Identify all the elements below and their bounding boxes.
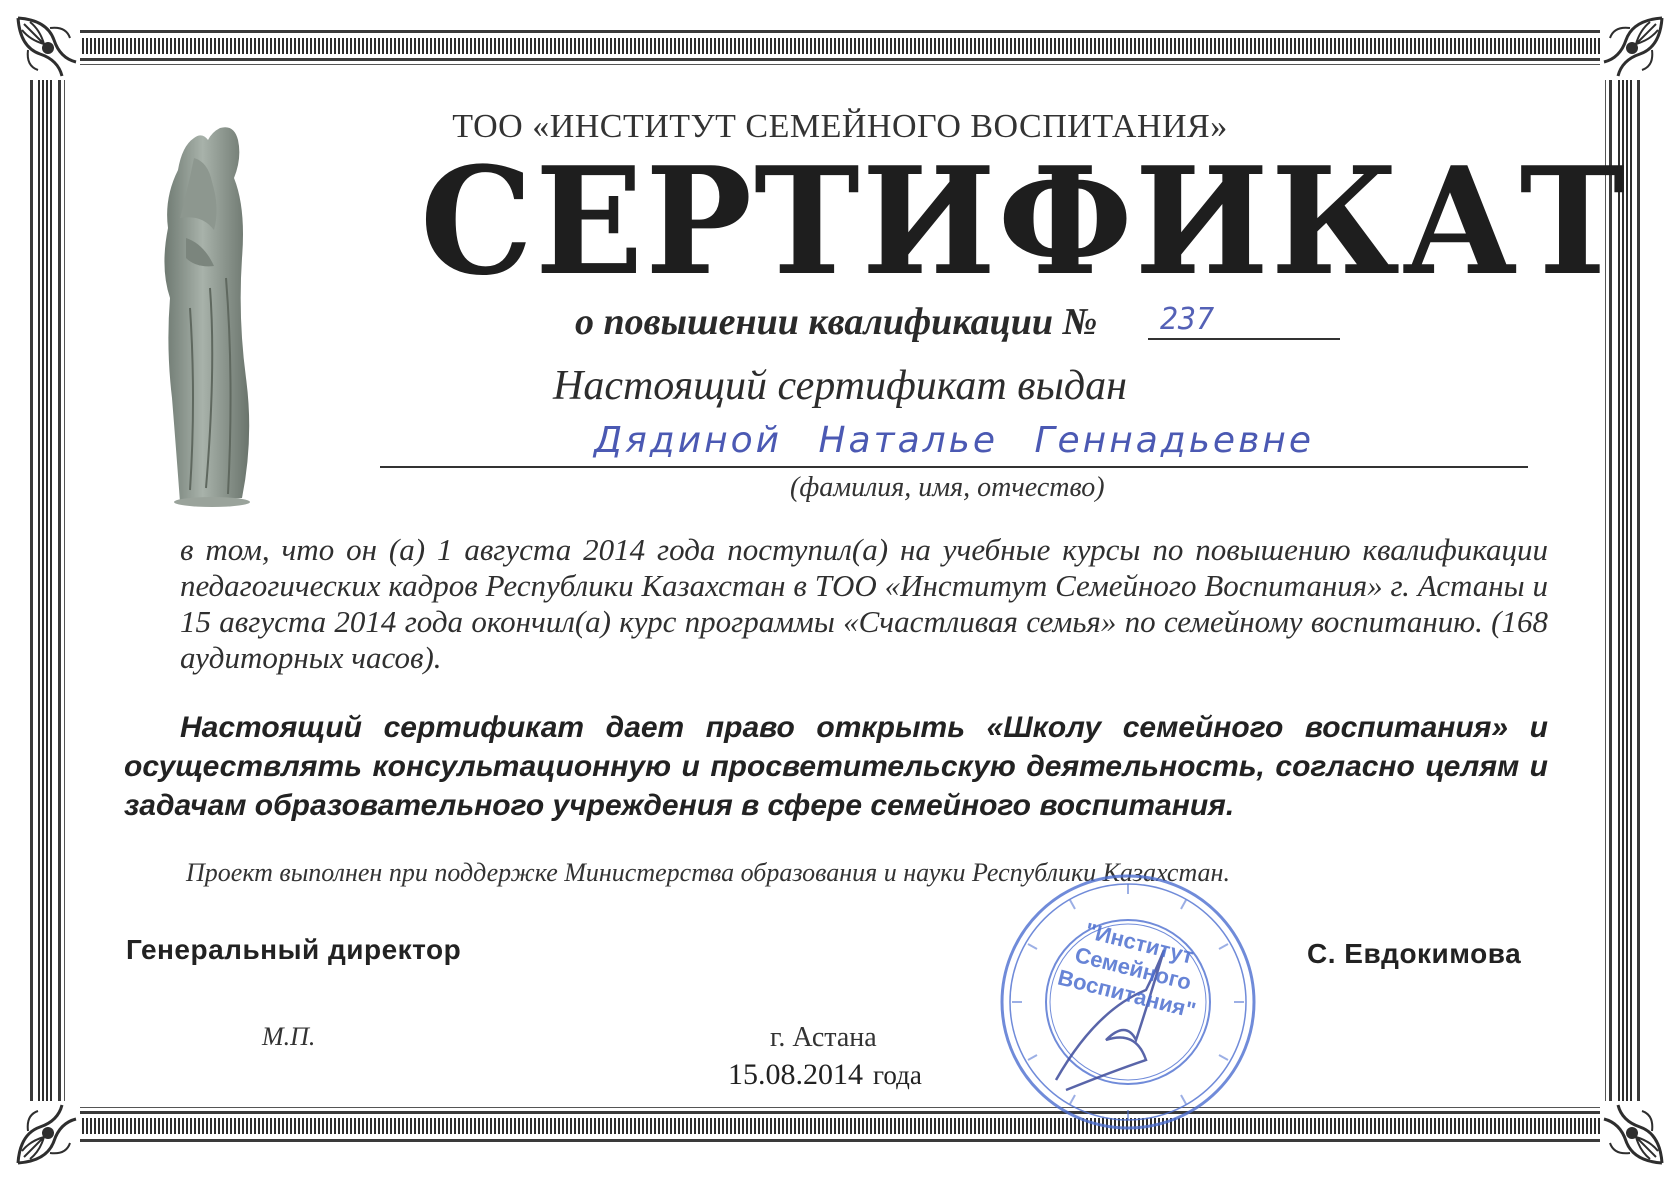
certificate-title: СЕРТИФИКАТ xyxy=(420,135,1628,309)
rights-paragraph xyxy=(124,708,1548,825)
support-note: Проект выполнен при поддержке Министерства образования и науки Республики Казахстан. xyxy=(186,858,1230,887)
certificate-number: 237 xyxy=(1160,302,1215,337)
organization-name: ТОО «ИНСТИТУТ СЕМЕЙНОГО ВОСПИТАНИЯ» xyxy=(452,108,1228,145)
recipient-name: Дядиной Наталье Геннадьевне xyxy=(594,420,1314,461)
issued-to-label: Настоящий сертификат выдан xyxy=(553,363,1127,409)
corner-ornament-icon xyxy=(1596,1097,1670,1171)
issue-date-value: 15.08.2014 xyxy=(728,1058,863,1091)
name-underline xyxy=(380,466,1528,468)
body-paragraph-text: в том, что он (а) 1 августа 2014 года поступил(а) на учебные курсы по повышению квалификации педагогических кадров Республики Казахстан в ТОО «Институт Семейного Воспитания» г. Астаны и 15 августа 2014 года окончил(а) курс программы «Счастливая семья» по семейному воспитанию. (168 аудиторных часов). xyxy=(180,532,1548,675)
issue-date-suffix: года xyxy=(873,1060,922,1090)
signatory-name: С. Евдокимова xyxy=(1307,938,1522,969)
corner-ornament-icon xyxy=(1596,10,1670,84)
signatory-title: Генеральный директор xyxy=(126,934,462,965)
corner-ornament-icon xyxy=(10,1097,84,1171)
rights-paragraph-text: Настоящий сертификат дает право открыть «Школу семейного воспитания» и осуществлять консультационную и просветительскую деятельность, согласно целям и задачам образовательного учреждения в сфере семейного воспитания. xyxy=(124,711,1548,822)
name-caption: (фамилия, имя, отчество) xyxy=(790,472,1105,503)
family-statue-icon xyxy=(150,118,275,508)
body-paragraph xyxy=(180,532,1548,676)
certificate-subtitle: о повышении квалификации № xyxy=(575,301,1098,343)
seal-place-label: М.П. xyxy=(262,1022,316,1051)
number-underline xyxy=(1148,338,1340,340)
stamp-center-text: "Институт Семейного Воспитания" xyxy=(1055,917,1199,1023)
issue-date xyxy=(728,1058,922,1092)
city-label: г. Астана xyxy=(770,1022,877,1053)
corner-ornament-icon xyxy=(10,10,84,84)
